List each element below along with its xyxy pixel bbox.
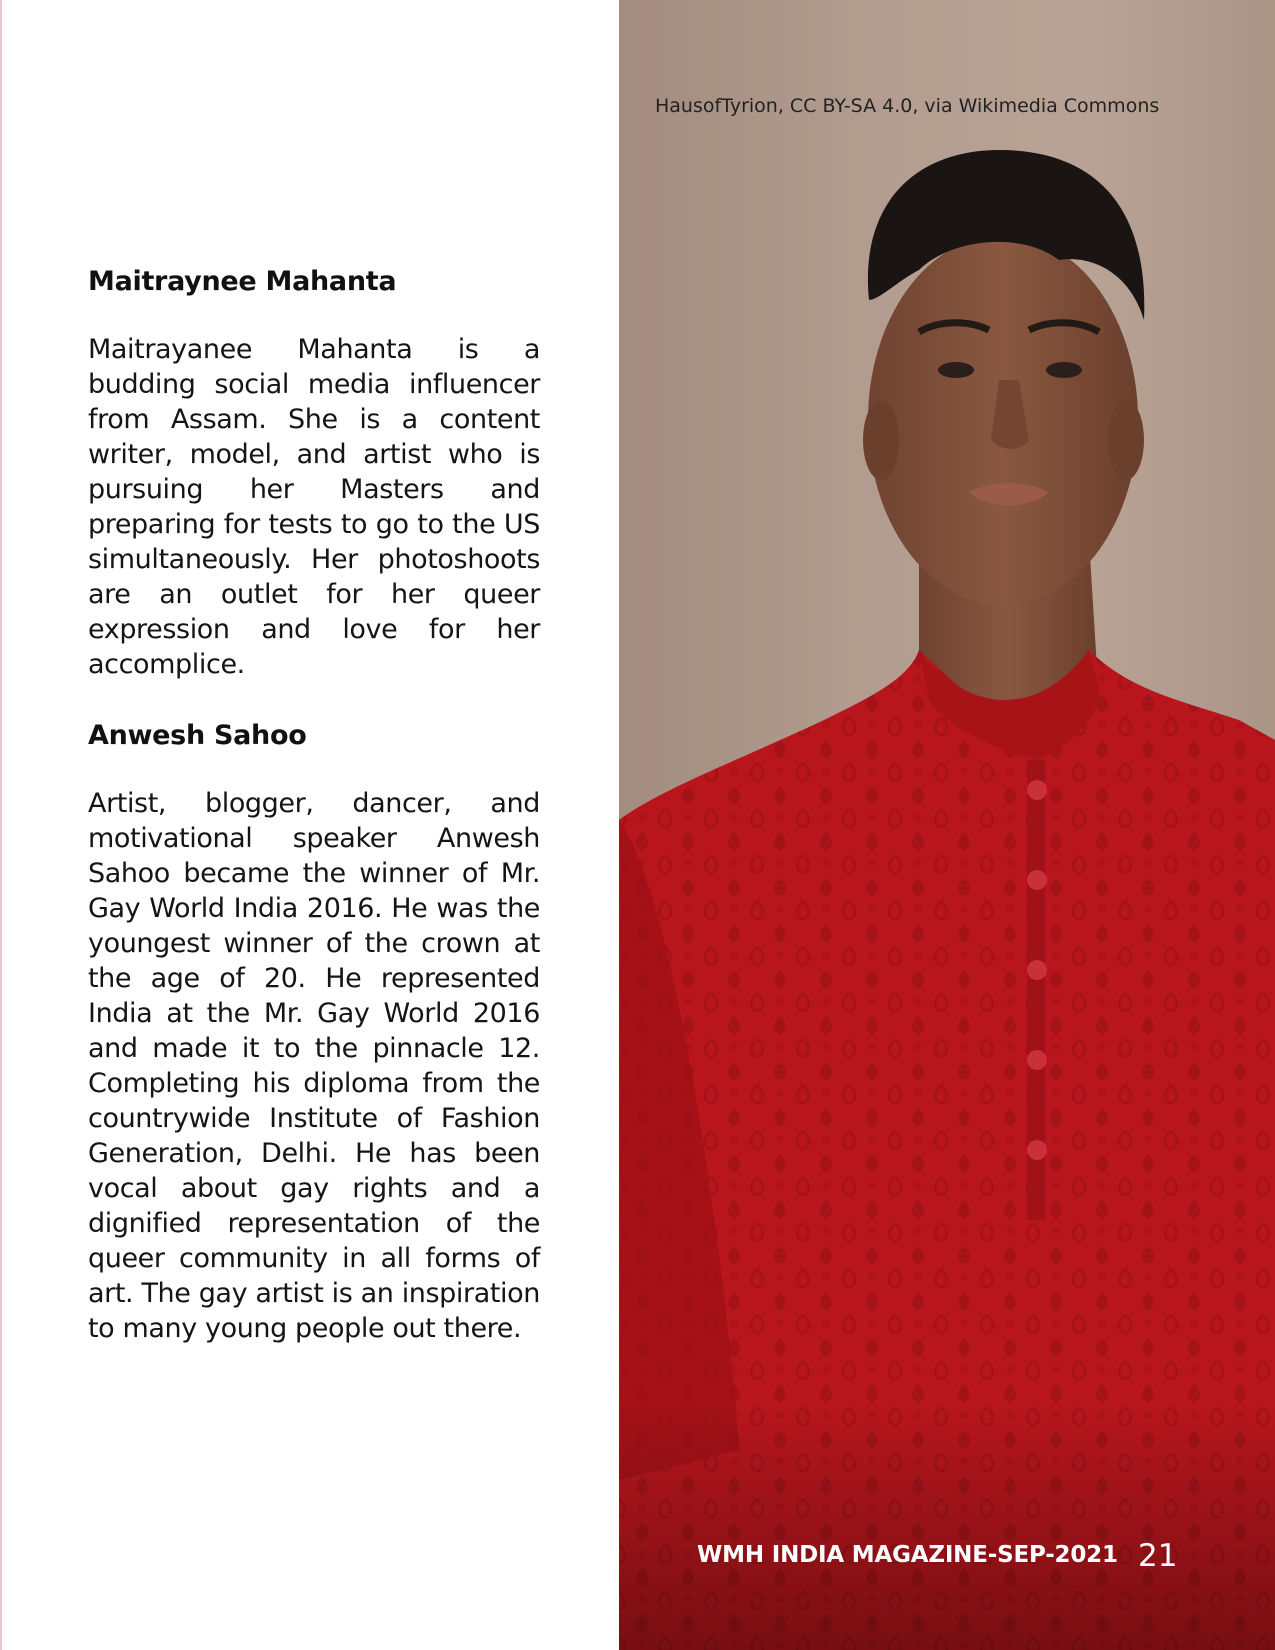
kurta-button xyxy=(1027,1140,1047,1160)
profile-bio-anwesh: Artist, blogger, dancer, and motivational speaker Anwesh Sahoo became the winner of Mr. Gay World India 2016. He was the youngest winner of the crown at the age of 20. He represented India at the Mr. Gay World 2016 and made it to the pinnacle 12. Completing his diploma from the countrywide Institute of Fashion Generation, Delhi. He has been vocal about gay rights and a dignified representation of the queer community in all forms of art. The gay artist is an inspiration to many young people out there. xyxy=(88,788,540,1344)
photo-credit: HausofTyrion, CC BY-SA 4.0, via Wikimedia Commons xyxy=(655,95,1160,117)
profile-name-anwesh: Anwesh Sahoo xyxy=(88,720,307,751)
profile-name-maitraynee: Maitraynee Mahanta xyxy=(88,266,397,297)
kurta-button xyxy=(1027,960,1047,980)
article-text-column xyxy=(88,262,540,1380)
right-eye xyxy=(1046,362,1082,378)
kurta-button xyxy=(1027,780,1047,800)
kurta-button xyxy=(1027,870,1047,890)
page-edge-line xyxy=(0,0,2,1650)
left-ear xyxy=(863,400,899,480)
portrait-photo xyxy=(619,0,1275,1650)
portrait-illustration xyxy=(619,0,1275,1650)
magazine-footer-title: WMH INDIA MAGAZINE-SEP-2021 xyxy=(697,1542,1118,1568)
right-ear xyxy=(1108,400,1144,480)
kurta-button xyxy=(1027,1050,1047,1070)
bottom-shade xyxy=(619,1400,1275,1650)
left-eye xyxy=(938,362,974,378)
page-number: 21 xyxy=(1138,1538,1178,1574)
profile-bio-maitraynee: Maitrayanee Mahanta is a budding social media influencer from Assam. She is a content writer, model, and artist who is pursuing her Masters and preparing for tests to go to the US simultaneously. Her photoshoots are an outlet for her queer expression and love for her accomplice. xyxy=(88,334,540,680)
